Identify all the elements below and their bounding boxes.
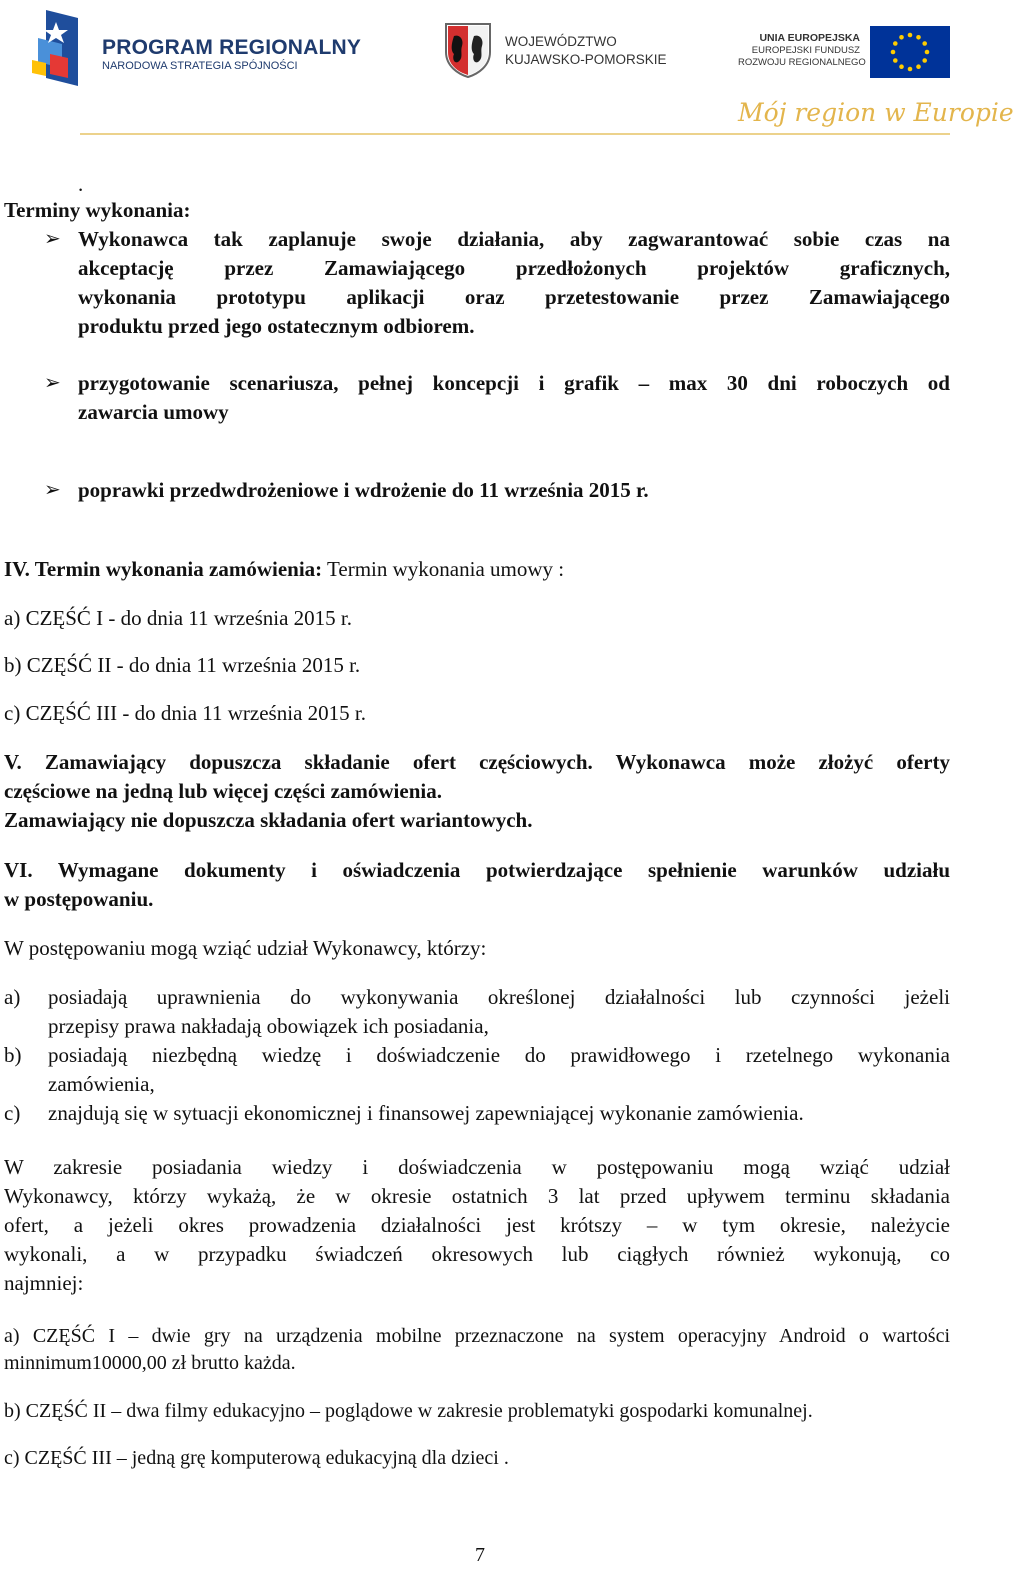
arrow-bullet-icon: ➢ — [44, 228, 61, 250]
cond-c-line: znajdują się w sytuacji ekonomicznej i finansowej zapewniającej wykonanie zamówienia. — [48, 1101, 804, 1125]
bullet2-line2: zawarcia umowy — [78, 400, 229, 424]
eu-flag-icon — [870, 26, 950, 78]
section4-item-c: c) CZĘŚĆ III - do dnia 11 września 2015 r. — [4, 701, 366, 725]
section4-text: Termin wykonania umowy : — [322, 557, 565, 581]
slogan: Mój region w Europie — [738, 98, 1014, 127]
section4-item-a: a) CZĘŚĆ I - do dnia 11 września 2015 r. — [4, 606, 352, 630]
cond-b-letter: b) — [4, 1043, 22, 1067]
voivodeship-name-line2: KUJAWSKO-POMORSKIE — [505, 52, 667, 67]
section4-line — [4, 555, 564, 584]
page-header — [0, 0, 1014, 150]
stray-dot: . — [78, 172, 84, 196]
eu-fund-label-2: ROZWOJU REGIONALNEGO — [738, 57, 866, 68]
part1-line1: a) CZĘŚĆ I – dwie gry na urządzenia mobilne przeznaczone na system operacyjny Android o wartości — [4, 1325, 950, 1347]
section5-line2: częściowe na jedną lub więcej części zamówienia. — [4, 779, 442, 803]
arrow-bullet-icon: ➢ — [44, 479, 61, 501]
bullet2-line1: przygotowanie scenariusza, pełnej koncepcji i grafik – max 30 dni roboczych od — [78, 371, 950, 395]
cond-b-line2: zamówienia, — [48, 1072, 155, 1096]
experience-line4: wykonali, a w przypadku świadczeń okresowych lub ciągłych również wykonują, co — [4, 1242, 950, 1266]
section6-line1: VI. Wymagane dokumenty i oświadczenia potwierdzające spełnienie warunków udziału — [4, 858, 950, 882]
bullet1-line3: wykonania prototypu aplikacji oraz przetestowanie przez Zamawiającego — [78, 285, 950, 309]
experience-line2: Wykonawcy, którzy wykażą, że w okresie ostatnich 3 lat przed upływem terminu składania — [4, 1184, 950, 1208]
cond-c-letter: c) — [4, 1101, 21, 1125]
experience-line5: najmniej: — [4, 1271, 84, 1295]
voivodeship-name-line1: WOJEWÓDZTWO — [505, 34, 617, 49]
bullet3: poprawki przedwdrożeniowe i wdrożenie do 11 września 2015 r. — [78, 478, 649, 502]
section5-line1: V. Zamawiający dopuszcza składanie ofert częściowych. Wykonawca może złożyć oferty — [4, 750, 950, 774]
cond-a-line1: posiadają uprawnienia do wykonywania określonej działalności lub czynności jeżeli — [48, 985, 950, 1009]
program-title: PROGRAM REGIONALNY — [102, 36, 362, 59]
section6-line2: w postępowaniu. — [4, 887, 154, 911]
experience-line3: ofert, a jeżeli okres prowadzenia działalności jest krótszy – w tym okresie, należycie — [4, 1213, 950, 1237]
cond-a-line2: przepisy prawa nakładają obowiązek ich posiadania, — [48, 1014, 489, 1038]
page-number: 7 — [475, 1544, 485, 1566]
cond-b-line1: posiadają niezbędną wiedzę i doświadczenie do prawidłowego i rzetelnego wykonania — [48, 1043, 950, 1067]
section4-heading: IV. Termin wykonania zamówienia: — [4, 557, 323, 581]
section5-line3: Zamawiający nie dopuszcza składania ofert wariantowych. — [4, 808, 533, 832]
program-regionalny-logo — [28, 8, 88, 92]
bullet1-line4: produktu przed jego ostatecznym odbiorem. — [78, 314, 475, 338]
voivodeship-crest-icon — [444, 22, 492, 78]
arrow-bullet-icon: ➢ — [44, 372, 61, 394]
program-subtitle: NARODOWA STRATEGIA SPÓJNOŚCI — [102, 60, 298, 72]
part3: c) CZĘŚĆ III – jedną grę komputerową edukacyjną dla dzieci . — [4, 1447, 509, 1469]
eu-fund-label: EUROPEJSKI FUNDUSZ — [751, 45, 860, 56]
eu-label: UNIA EUROPEJSKA — [759, 32, 860, 44]
bullet1-line1: Wykonawca tak zaplanuje swoje działania, aby zagwarantować sobie czas na — [78, 227, 950, 251]
part2: b) CZĘŚĆ II – dwa filmy edukacyjno – poglądowe w zakresie problematyki gospodarki komunalnej. — [4, 1400, 813, 1422]
experience-line1: W zakresie posiadania wiedzy i doświadczenia w postępowaniu mogą wziąć udział — [4, 1155, 950, 1179]
cond-a-letter: a) — [4, 985, 21, 1009]
header-divider — [80, 133, 950, 135]
bullet1-line2: akceptację przez Zamawiającego przedłożonych projektów graficznych, — [78, 256, 950, 280]
participation-intro: W postępowaniu mogą wziąć udział Wykonawcy, którzy: — [4, 936, 487, 960]
terms-heading: Terminy wykonania: — [4, 198, 191, 222]
part1-line2: minnimum10000,00 zł brutto każda. — [4, 1352, 296, 1374]
section4-item-b: b) CZĘŚĆ II - do dnia 11 września 2015 r. — [4, 653, 361, 677]
